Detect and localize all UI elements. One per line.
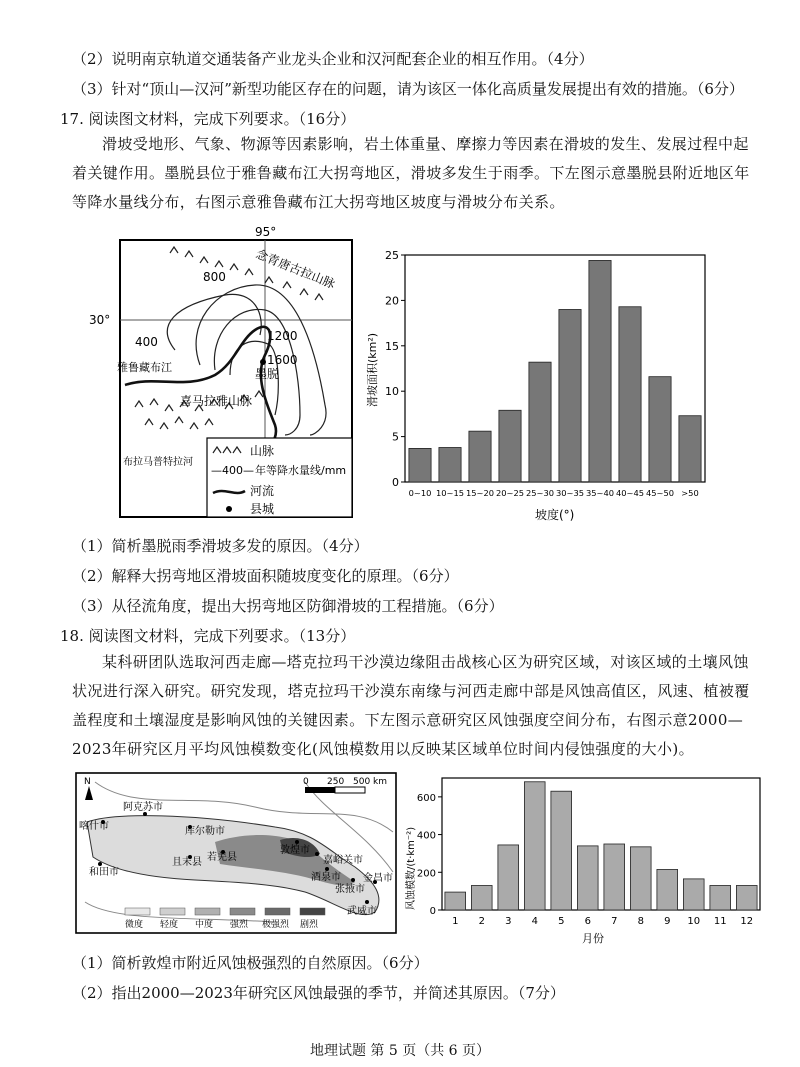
bar <box>657 869 678 910</box>
wind-chart-xlabel: 月份 <box>582 932 604 945</box>
x-tick-label: 11 <box>713 916 727 927</box>
scale-bar-light <box>335 787 365 793</box>
legend-river-label: 河流 <box>250 484 275 498</box>
x-tick-label: 25~30 <box>525 488 555 498</box>
nyainqen-label: 念青唐古拉山脉 <box>253 246 338 292</box>
bar <box>445 892 466 910</box>
isohyet-1200-label: 1200 <box>267 329 298 343</box>
x-tick-label: 30~35 <box>555 488 585 498</box>
question-18-material: 某科研团队选取河西走廊—塔克拉玛干沙漠边缘阻击战核心区为研究区域，对该区域的土壤风蚀状况进行深入研究。研究发现，塔克拉玛干沙漠东南缘与河西走廊中部是风蚀高值区，风速、植被覆盖程度和土壤湿度是影响风蚀的关键因素。下左图示意研究区风蚀强度空间分布，右图示意2000—2023年研究区月平均风蚀模数变化(风蚀模数用以反映某区域单位时间内侵蚀强度的大小)。 <box>72 653 750 758</box>
legend-very-strong: 极强烈 <box>262 920 290 930</box>
y-tick-label: 400 <box>416 830 436 842</box>
bar <box>736 885 757 910</box>
y-tick-label: 200 <box>416 868 436 880</box>
bar <box>551 791 572 910</box>
x-tick-label: 4 <box>531 916 538 927</box>
bar <box>589 260 611 482</box>
city-aksu: 阿克苏市 <box>123 802 163 813</box>
north-label: N <box>84 777 91 787</box>
city-korla: 库尔勒市 <box>185 826 225 837</box>
moto-precipitation-map <box>89 225 360 520</box>
bar <box>649 377 671 482</box>
bar <box>577 846 598 910</box>
moto-label: 墨脱 <box>255 367 280 381</box>
y-tick-label: 25 <box>385 249 399 262</box>
bar <box>710 885 731 910</box>
slope-landslide-chart <box>360 235 715 525</box>
x-tick-label: 6 <box>584 916 591 927</box>
bar <box>471 885 492 910</box>
question-18-header: 18. 阅读图文材料，完成下列要求。（13分） <box>60 627 356 645</box>
isohyet-400-label: 400 <box>135 335 158 349</box>
bar <box>529 362 551 482</box>
y-tick-label: 10 <box>385 385 399 399</box>
question-17-2: （2）解释大拐弯地区滑坡面积随坡度变化的原理。（6分） <box>72 567 459 585</box>
legend-county-dot <box>226 506 232 512</box>
question-16-3: （3）针对“顶山—汉河”新型功能区存在的问题，请为该区一体化高质量发展提出有效的措施。（6分） <box>72 80 744 98</box>
city-jiuquan: 酒泉市 <box>311 872 341 883</box>
city-kashgar: 喀什市 <box>79 821 109 832</box>
legend-river-icon <box>213 491 245 493</box>
x-tick-label: 5 <box>558 916 565 927</box>
slope-chart-xlabel: 坡度(°) <box>535 508 575 522</box>
latitude-label: 30° <box>89 313 111 327</box>
bar <box>619 307 641 482</box>
bar <box>679 416 701 482</box>
y-tick-label: 15 <box>385 339 399 353</box>
isohyet-800-label: 800 <box>203 270 226 284</box>
bar <box>409 448 431 482</box>
x-tick-label: 0~10 <box>408 488 432 498</box>
x-tick-label: 2 <box>478 916 485 927</box>
y-tick-label: 20 <box>385 294 399 308</box>
x-tick-label: 8 <box>637 916 644 927</box>
x-tick-label: 20~25 <box>495 488 525 498</box>
legend-moderate: 中度 <box>195 920 214 930</box>
brahmaputra-label: 布拉马普特拉河 <box>123 457 193 468</box>
bar <box>469 431 491 482</box>
x-tick-label: 15~20 <box>465 488 495 498</box>
legend-isohyet-label: 年等降水量线/mm <box>255 464 347 477</box>
longitude-label: 95° <box>255 225 277 239</box>
question-18-1: （1）简析敦煌市附近风蚀极强烈的自然原因。（6分） <box>72 954 429 972</box>
legend-slight: 微度 <box>125 920 144 930</box>
legend-strong: 强烈 <box>230 920 249 930</box>
x-tick-label: 35~40 <box>585 488 615 498</box>
question-17-material: 滑坡受地形、气象、物源等因素影响，岩土体重量、摩擦力等因素在滑坡的发生、发展过程中起着关键作用。墨脱县位于雅鲁藏布江大拐弯地区，滑坡多发生于雨季。下左图示意墨脱县附近地区年等降水量线分布，右图示意雅鲁藏布江大拐弯地区坡度与滑坡分布关系。 <box>72 135 750 211</box>
wind-erosion-map <box>75 772 397 934</box>
x-tick-label: 7 <box>611 916 618 927</box>
question-18-2: （2）指出2000—2023年研究区风蚀最强的季节，并简述其原因。（7分） <box>72 984 565 1002</box>
x-tick-label: 10 <box>687 916 701 927</box>
x-tick-label: 9 <box>664 916 671 927</box>
bar <box>559 309 581 482</box>
legend-mountain-label: 山脉 <box>250 444 275 458</box>
question-17-1: （1）简析墨脱雨季滑坡多发的原因。（4分） <box>72 537 369 555</box>
city-wuwei: 武威市 <box>347 906 377 917</box>
x-tick-label: 12 <box>740 916 754 927</box>
city-zhangye: 张掖市 <box>335 884 365 895</box>
bar <box>683 879 704 910</box>
y-tick-label: 0 <box>429 906 436 917</box>
x-tick-label: 40~45 <box>615 488 645 498</box>
city-jinchang: 金昌市 <box>363 873 393 884</box>
legend-light: 轻度 <box>160 920 179 930</box>
scale-500: 500 km <box>353 777 388 787</box>
y-tick-label: 0 <box>392 476 399 489</box>
question-17-header: 17. 阅读图文材料，完成下列要求。（16分） <box>60 110 356 128</box>
x-tick-label: 10~15 <box>435 488 465 498</box>
city-ruoqiang: 若羌县 <box>207 852 237 863</box>
scale-bar-dark <box>305 787 335 793</box>
bar <box>604 844 625 910</box>
city-qiemo: 且末县 <box>172 857 202 868</box>
city-hotan: 和田市 <box>89 867 119 878</box>
legend-isohyet-sample: —400— <box>211 464 254 477</box>
x-tick-label: >50 <box>681 488 699 498</box>
moto-city-dot <box>260 359 266 365</box>
y-tick-label: 5 <box>392 430 399 444</box>
x-tick-label: 1 <box>452 916 459 927</box>
wind-chart-ylabel: 风蚀模数/(t·km⁻²) <box>406 826 417 910</box>
isohyet-1600-label: 1600 <box>267 353 298 367</box>
bar <box>524 782 545 910</box>
scale-250: 250 <box>327 777 345 787</box>
river-label: 雅鲁藏布江 <box>117 361 172 374</box>
question-16-2: （2）说明南京轨道交通装备产业龙头企业和汉河配套企业的相互作用。（4分） <box>72 50 594 68</box>
scale-0: 0 <box>303 777 309 787</box>
y-tick-label: 600 <box>416 792 436 804</box>
x-tick-label: 45~50 <box>645 488 675 498</box>
bar <box>630 847 651 910</box>
city-jiayuguan: 嘉峪关市 <box>323 855 363 866</box>
legend-county-label: 县城 <box>250 502 275 516</box>
city-dunhuang: 敦煌市 <box>280 845 310 856</box>
bar <box>498 845 519 910</box>
bar <box>439 447 461 482</box>
slope-chart-ylabel: 滑坡面积(km²) <box>366 332 379 407</box>
wind-erosion-chart <box>400 770 770 945</box>
legend-severe: 剧烈 <box>300 920 319 930</box>
x-tick-label: 3 <box>505 916 512 927</box>
page-footer: 地理试题 第 5 页（共 6 页） <box>309 1043 491 1059</box>
question-17-3: （3）从径流角度，提出大拐弯地区防御滑坡的工程措施。（6分） <box>72 597 504 615</box>
himalaya-label: 喜马拉雅山脉 <box>180 394 253 408</box>
bar <box>499 410 521 482</box>
